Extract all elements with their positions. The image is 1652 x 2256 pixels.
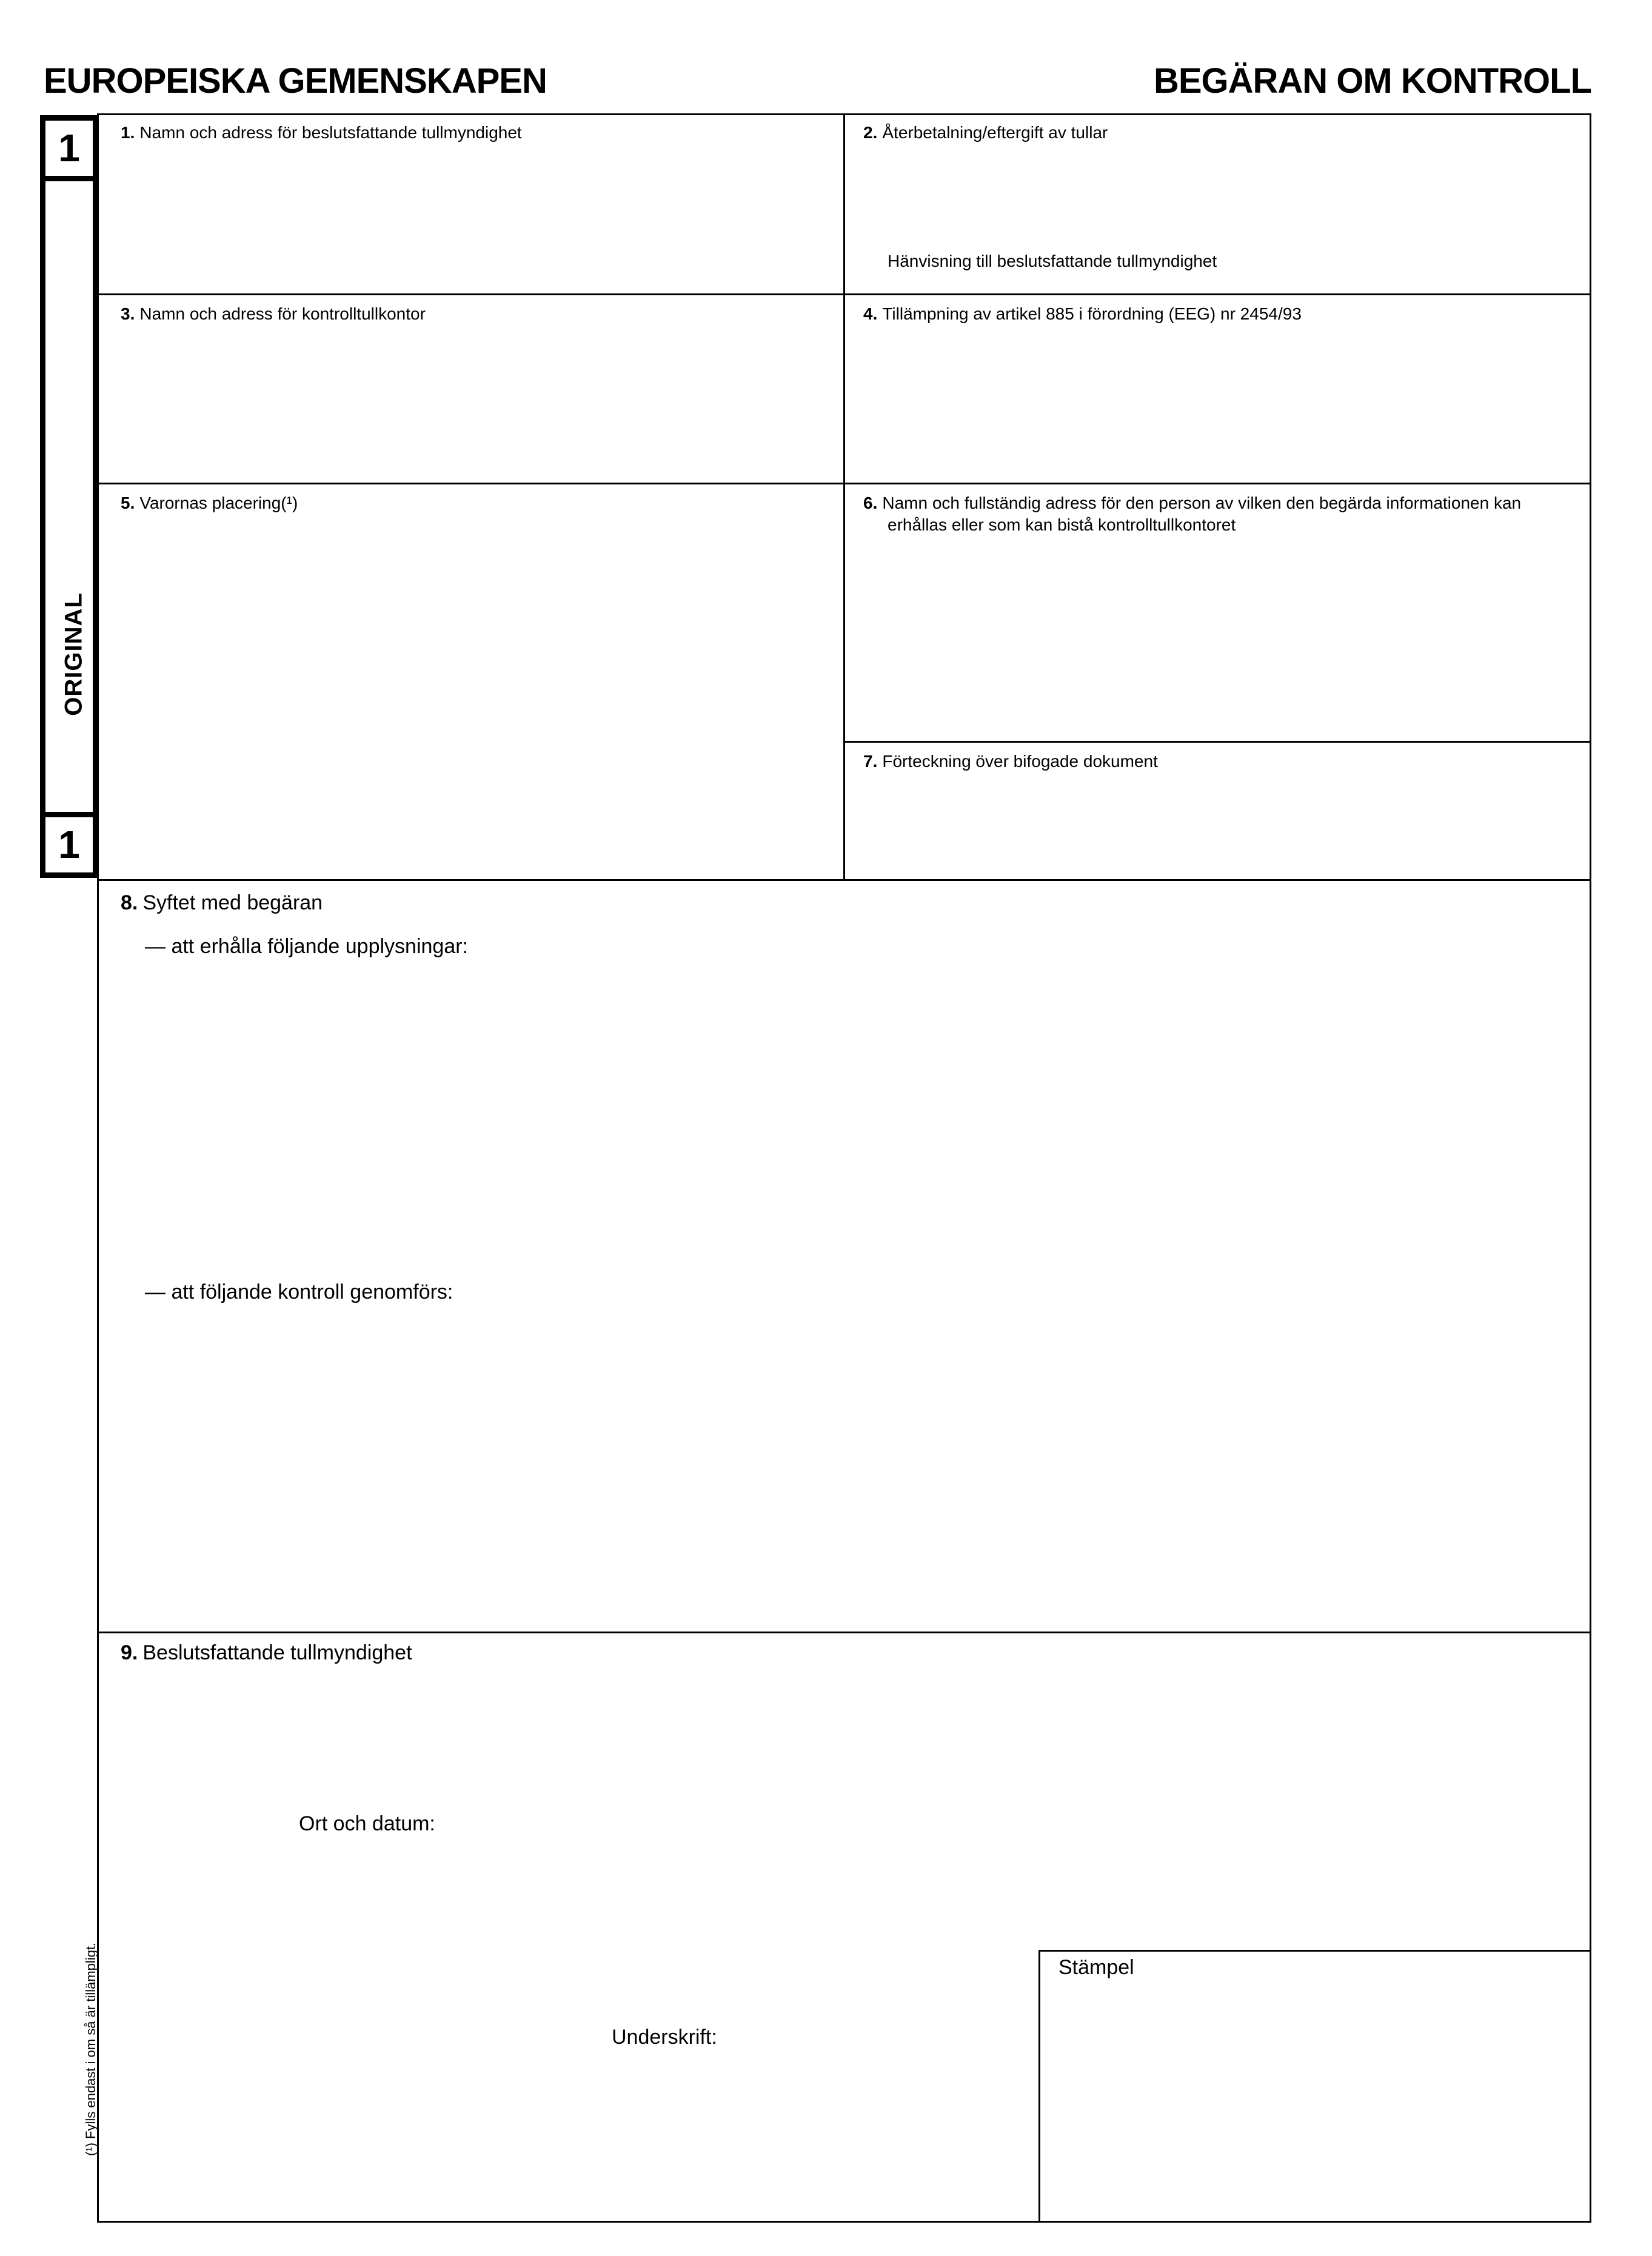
field-8-item-control: — att följande kontroll genomförs:	[145, 1280, 453, 1304]
field-1-box[interactable]	[97, 113, 845, 295]
field-2-label: 2. Återbetalning/eftergift av tullar	[863, 123, 1108, 142]
field-9-box[interactable]	[97, 1632, 1591, 2223]
field-3-box[interactable]	[97, 293, 845, 484]
field-8-item-information: — att erhålla följande upplysningar:	[145, 935, 468, 958]
field-2-box[interactable]	[843, 113, 1591, 295]
field-7-box[interactable]	[843, 741, 1591, 881]
header-right-title: BEGÄRAN OM KONTROLL	[1153, 61, 1591, 101]
field-7-label: 7. Förteckning över bifogade dokument	[863, 752, 1158, 771]
field-4-label: 4. Tillämpning av artikel 885 i förordning (EEG) nr 2454/93	[863, 304, 1302, 323]
header-left-title: EUROPEISKA GEMENSKAPEN	[44, 61, 547, 101]
copy-number-bottom: 1	[45, 812, 93, 872]
copy-sidebar	[40, 115, 98, 878]
field-6-box[interactable]	[843, 483, 1591, 743]
field-1-label: 1. Namn och adress för beslutsfattande tullmyndighet	[121, 123, 522, 142]
stamp-box[interactable]	[1038, 1950, 1591, 2223]
field-9-label: 9. Beslutsfattande tullmyndighet	[121, 1641, 412, 1664]
stamp-label: Stämpel	[1058, 1956, 1134, 1979]
signature-label: Underskrift:	[612, 2026, 717, 2049]
field-3-label: 3. Namn och adress för kontrolltullkontor	[121, 304, 426, 323]
footnote: (¹) Fylls endast i om så är tillämpligt.	[83, 1942, 98, 2157]
field-2-sublabel: Hänvisning till beslutsfattande tullmyndighet	[888, 252, 1217, 270]
field-5-label: 5. Varornas placering(¹)	[121, 494, 298, 512]
copy-label: ORIGINAL	[60, 592, 87, 716]
field-8-box[interactable]	[97, 879, 1591, 1633]
field-5-box[interactable]	[97, 483, 845, 881]
copy-number-top: 1	[45, 121, 93, 181]
field-6-label-line2: erhållas eller som kan bistå kontrolltullkontoret	[888, 515, 1236, 534]
field-8-label: 8. Syftet med begäran	[121, 891, 323, 914]
place-date-label: Ort och datum:	[299, 1812, 435, 1835]
field-6-label: 6. Namn och fullständig adress för den person av vilken den begärda informationen kan	[863, 494, 1522, 512]
field-4-box[interactable]	[843, 293, 1591, 484]
